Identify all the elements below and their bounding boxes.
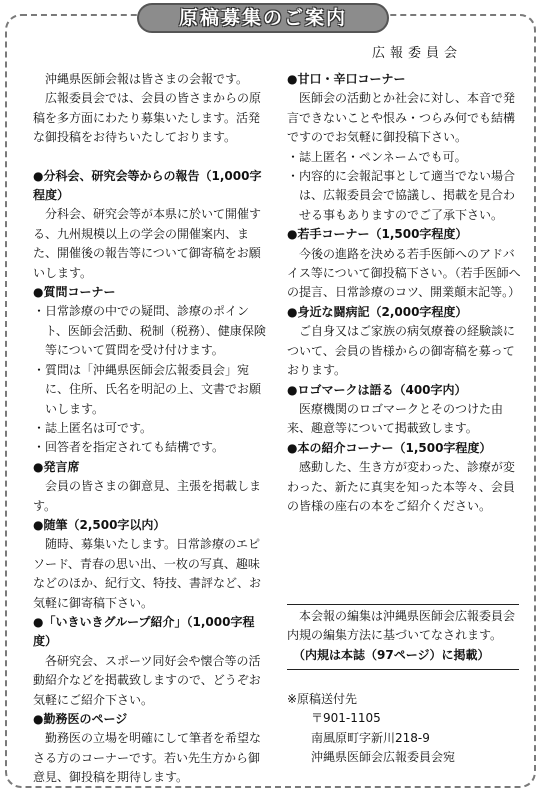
left-column — [33, 70, 270, 788]
mailing-address — [287, 690, 519, 768]
section-heading: ●分科会、研究会等からの報告（1,000字程度） — [33, 168, 262, 203]
section-body: 医療機関のロゴマークとそのつけた由来、趣意等について掲載致します。 — [287, 401, 504, 436]
right-column — [287, 70, 521, 516]
section-heading: ●勤務医のページ — [33, 712, 128, 726]
section-body: 医師会の活動とか社会に対し、本音で発言できないことや恨み・つらみ何でも結構ですのでお気軽に御投稿下さい。 — [287, 91, 516, 145]
section-heading: ●随筆（2,500字以内） — [33, 517, 166, 532]
organization-name: 広報委員会 — [372, 46, 463, 61]
address-line-2: 沖縄県医師会広報委員会宛 — [311, 750, 456, 765]
list-item: ・内容的に会報記事として適当でない場合は、広報委員会で協議し、掲載を見合わせる事もありますのでご了承下さい。 — [287, 169, 516, 222]
list-item: ・質問は「沖縄県医師会広報委員会」宛に、住所、氏名を明記の上、文書でお願いします。 — [33, 362, 262, 416]
address-line-1: 南風原町字新川218-9 — [311, 730, 430, 745]
intro-line-2: 広報委員会では、会員の皆さまからの原稿を多方面にわたり募集いたします。活発な御投稿をお待ちいたしております。 — [33, 91, 262, 145]
address-zip: 〒901-1105 — [311, 711, 381, 726]
list-item: ・誌上匿名・ペンネームでも可。 — [287, 149, 467, 164]
list-item: ・誌上匿名は可です。 — [33, 420, 153, 435]
section-body: 各研究会、スポーツ同好会や懐合等の活動紹介などを掲載致しますので、どうぞお気軽にご紹介下さい。 — [33, 653, 261, 707]
list-item: ・日常診療の中での疑問、診療のポイント、医師会活動、税制（税務）、健康保険等について質問を受け付けます。 — [33, 304, 266, 358]
address-label: ※原稿送付先 — [287, 692, 358, 706]
section-body: ご自身又はご家族の病気療養の経験談について、会員の皆様からの御寄稿を募っております。 — [287, 324, 516, 378]
list-item: ・回答者を指定されても結構です。 — [33, 440, 225, 455]
section-heading: ●身近な闘病記（2,000字程度） — [287, 304, 468, 319]
section-heading: ●質問コーナー — [33, 285, 116, 300]
page-title: 原稿募集のご案内 — [178, 7, 347, 29]
section-heading: ●ロゴマークは語る（400字内） — [287, 382, 467, 397]
section-body: 会員の皆さまの御意見、主張を掲載します。 — [33, 479, 262, 513]
section-body: 勤務医の立場を明確にして筆者を希望なさる方のコーナーです。若い先生方から御意見、御投稿を期待します。 — [33, 731, 262, 785]
title-banner — [137, 3, 389, 33]
section-heading: ●発言席 — [33, 459, 80, 474]
section-body: 感動した、生き方が変わった、診療が変わった、新たに真実を知った本等々、会員の皆様の座右の本をご紹介ください。 — [287, 460, 515, 513]
section-body: 分科会、研究会等が本県に於いて開催する、九州規模以上の学会の開催案内、また、開催後の報告等について御寄稿をお願いします。 — [33, 207, 262, 280]
section-heading: ●「いきいきグループ紹介」（1,000字程度） — [33, 614, 255, 649]
section-heading: ●本の紹介コーナー（1,500字程度） — [287, 440, 492, 455]
intro-line-1: 沖縄県医師会報は皆さまの会報です。 — [45, 72, 249, 86]
section-body: 今後の進路を決める若手医師へのアドバイス等について御投稿下さい。（若手医師への提言、日常診療のコツ、開業顛末記等。） — [287, 246, 521, 300]
section-body: 随時、募集いたします。日常診療のエピソード、青春の思い出、一枚の写真、趣味などのほか、紀行文、特技、書評など、お気軽に御寄稿下さい。 — [33, 537, 262, 610]
note-reference: （内規は本誌（97ページ）に掲載） — [293, 647, 490, 662]
note-body: 本会報の編集は沖縄県医師会広報委員会内規の編集方法に基づいてなされます。 — [287, 609, 516, 643]
section-heading: ●若手コーナー（1,500字程度） — [287, 227, 468, 242]
section-heading: ●甘口・辛口コーナー — [287, 72, 406, 86]
editing-note — [287, 604, 519, 670]
